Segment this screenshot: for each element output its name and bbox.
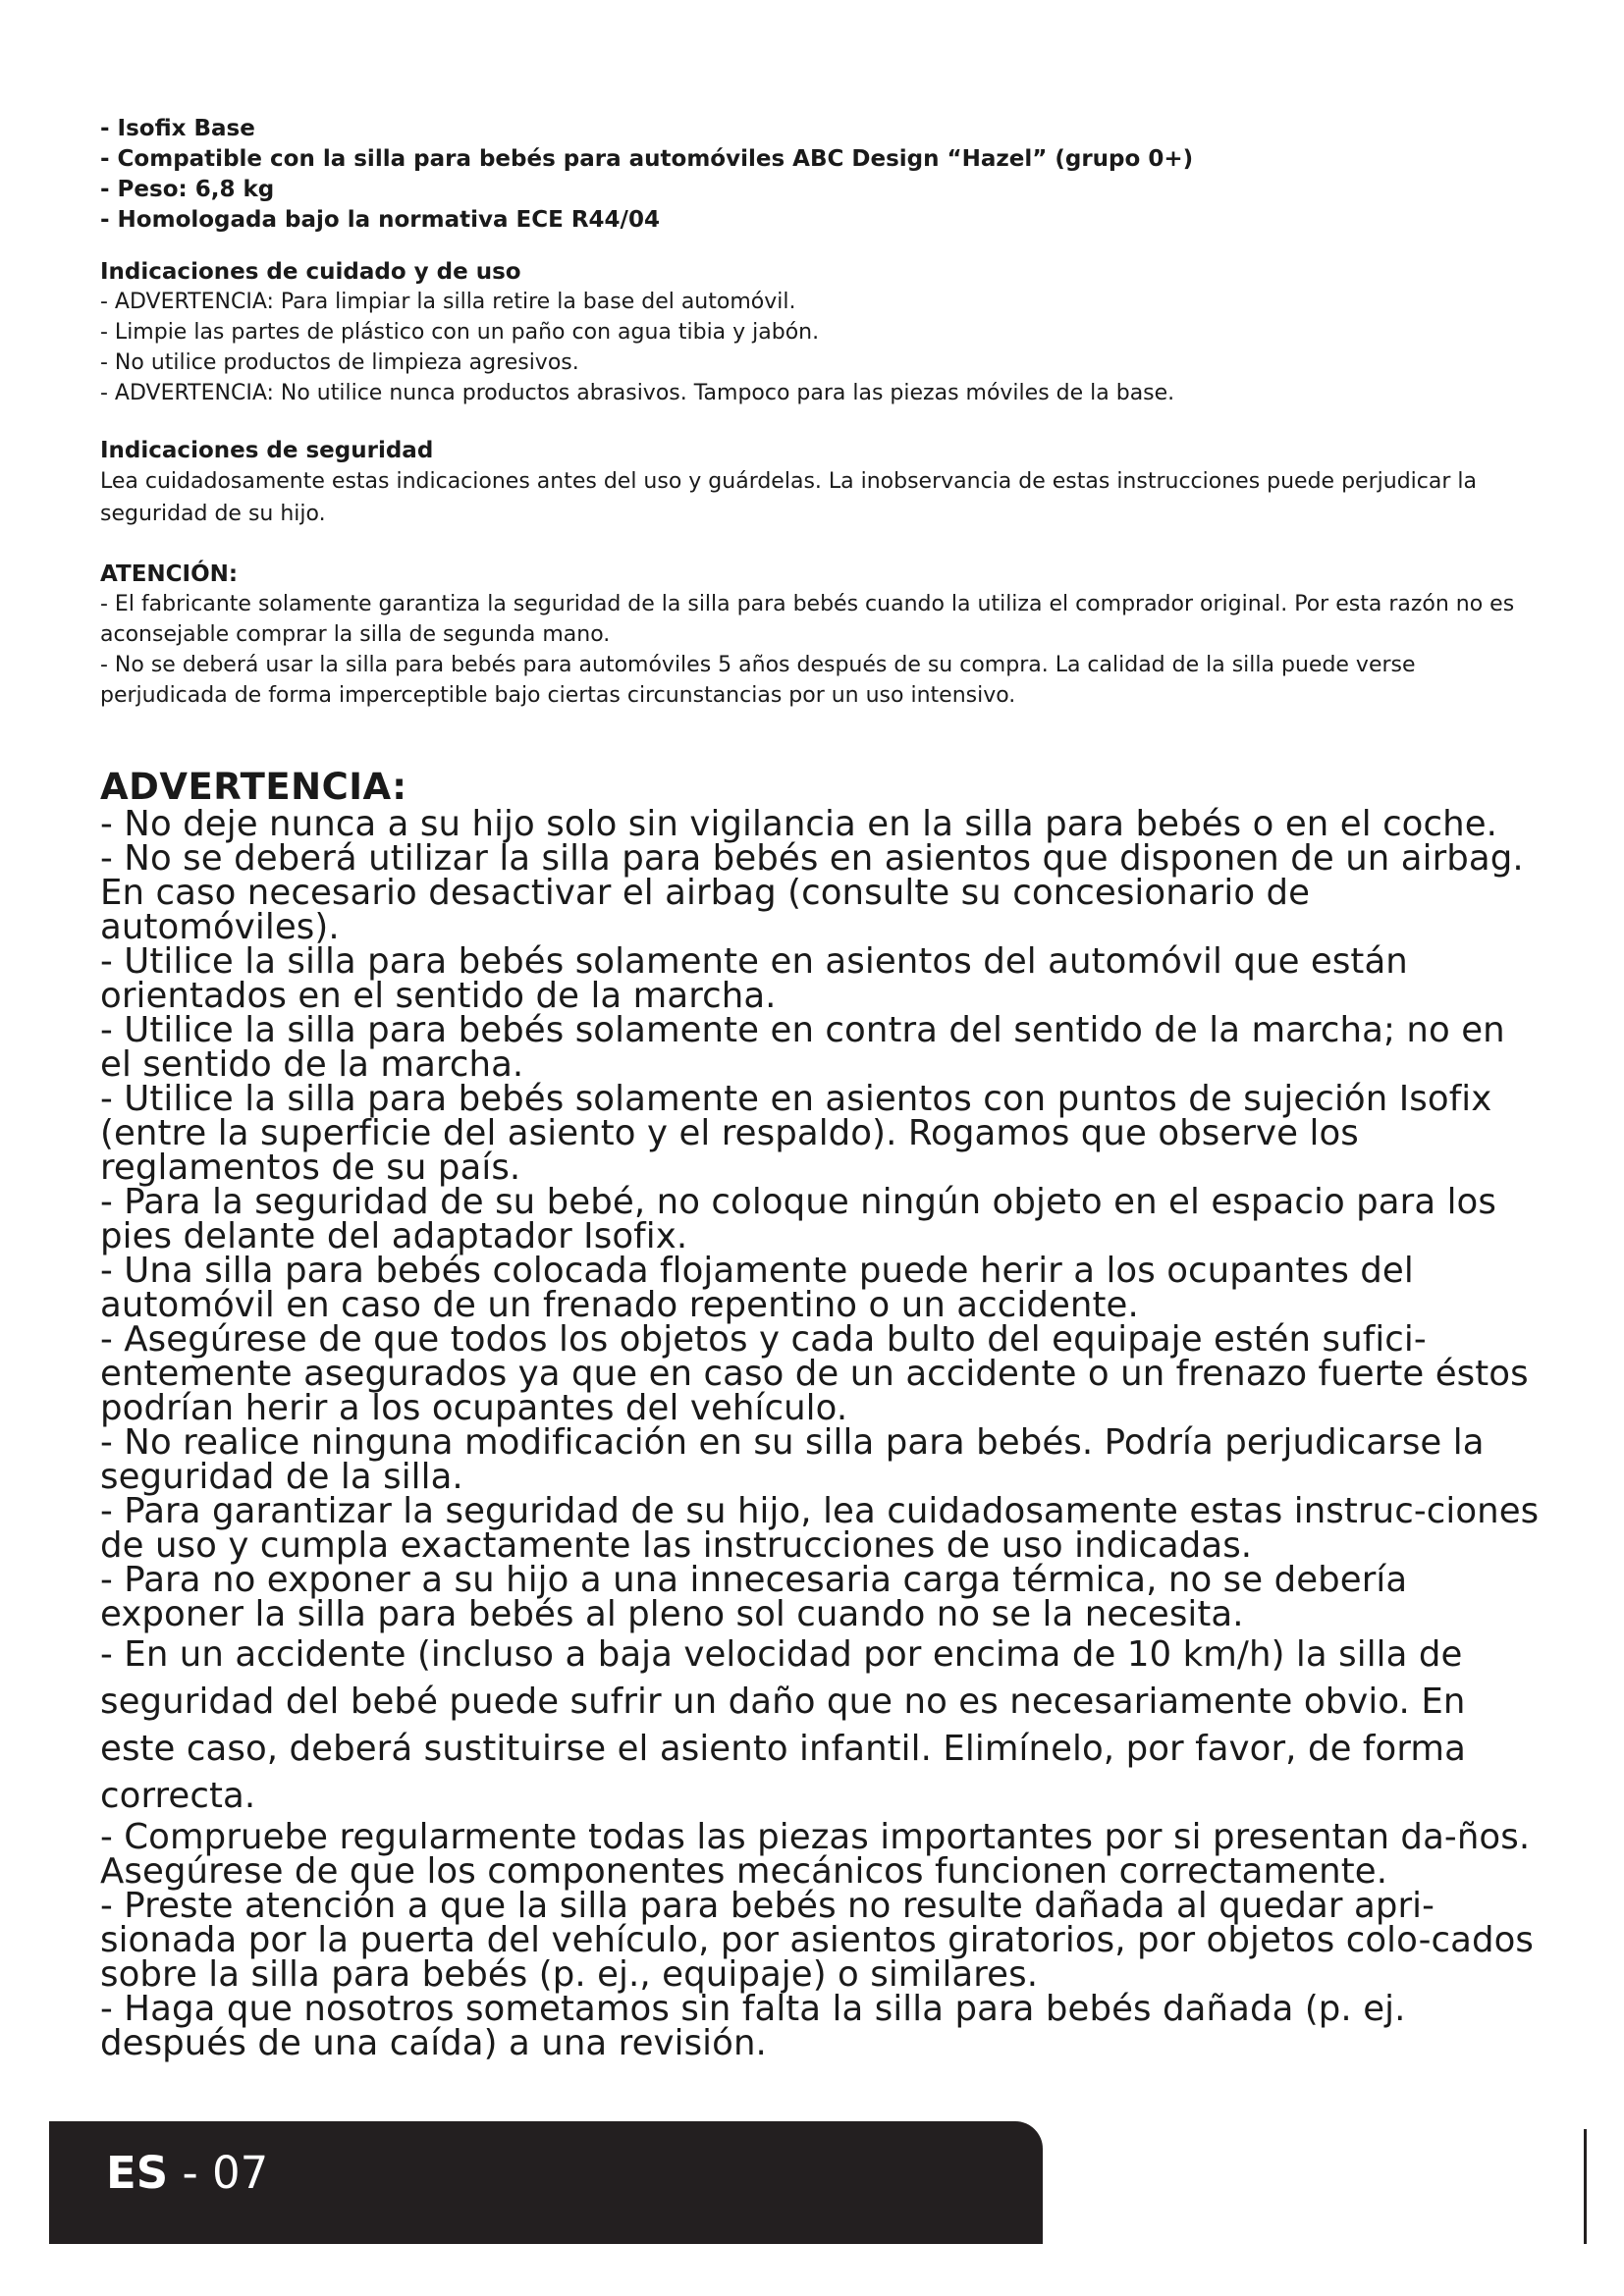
page-number-value: 07 <box>212 2147 269 2199</box>
warning-item: - Asegúrese de que todos los objetos y cada bulto del equipaje estén sufici-entemente asegurados ya que en caso de un accidente o un frenazo fuerte éstos podrían herir a los ocupantes del vehículo. <box>100 1319 1529 1428</box>
warning-item: - No deje nunca a su hijo solo sin vigilancia en la silla para bebés o en el coche. <box>100 804 1498 844</box>
product-specs <box>100 114 1543 236</box>
safety-section <box>100 436 1543 530</box>
care-heading: Indicaciones de cuidado y de uso <box>100 259 521 285</box>
warning-item: - En un accidente (incluso a baja velocidad por encima de 10 km/h) la silla de seguridad del bebé puede sufrir un daño que no es necesariamente obvio. En este caso, deberá sustituirse el asiento infantil. Elimínelo, por favor, de forma correcta. <box>100 1634 1466 1816</box>
care-section <box>100 257 1543 408</box>
footer-bar <box>49 2121 1043 2244</box>
safety-heading: Indicaciones de seguridad <box>100 438 434 463</box>
warning-item: - Una silla para bebés colocada flojamente puede herir a los ocupantes del automóvil en caso de un frenado repentino o un accidente. <box>100 1251 1414 1325</box>
care-item: - ADVERTENCIA: No utilice nunca productos abrasivos. Tampoco para las piezas móviles de la base. <box>100 381 1175 405</box>
spec-line: - Isofix Base <box>100 116 255 141</box>
attention-section <box>100 560 1543 711</box>
care-item: - No utilice productos de limpieza agresivos. <box>100 350 579 375</box>
attention-heading: ATENCIÓN: <box>100 561 239 587</box>
warning-item: - Utilice la silla para bebés solamente en contra del sentido de la marcha; no en el sentido de la marcha. <box>100 1010 1505 1085</box>
warning-item: - No realice ninguna modificación en su silla para bebés. Podría perjudicarse la seguridad de la silla. <box>100 1422 1485 1497</box>
language-code: ES <box>106 2147 169 2199</box>
warning-heading: ADVERTENCIA: <box>100 766 407 808</box>
warning-item: - Preste atención a que la silla para bebés no resulte dañada al quedar apri-sionada por la puerta del vehículo, por asientos giratorios, por objetos colo-cados sobre la silla para bebés (p. ej., equipaje) o similares. <box>100 1886 1535 1995</box>
care-item: - Limpie las partes de plástico con un paño con agua tibia y jabón. <box>100 320 820 345</box>
document-page <box>100 114 1543 2063</box>
warning-item: - Para no exponer a su hijo a una innecesaria carga térmica, no se debería exponer la silla para bebés al pleno sol cuando no se la necesita. <box>100 1560 1408 1634</box>
warning-item: - Utilice la silla para bebés solamente en asientos con puntos de sujeción Isofix (entre la superficie del asiento y el respaldo). Rogamos que observe los reglamentos de su país. <box>100 1079 1492 1188</box>
care-item: - ADVERTENCIA: Para limpiar la silla retire la base del automóvil. <box>100 290 796 314</box>
page-number <box>106 2149 268 2198</box>
page-separator: - <box>168 2147 213 2199</box>
attention-item: - No se deberá usar la silla para bebés para automóviles 5 años después de su compra. La calidad de la silla puede verse perjudicada de forma imperceptible bajo ciertas circunstancias por un uso intensivo. <box>100 653 1416 708</box>
warning-item: - No se deberá utilizar la silla para bebés en asientos que disponen de un airbag. En caso necesario desactivar el airbag (consulte su concesionario de automóviles). <box>100 838 1524 947</box>
spec-line: - Peso: 6,8 kg <box>100 177 275 202</box>
margin-rule <box>1584 2129 1587 2244</box>
spec-line: - Compatible con la silla para bebés para automóviles ABC Design “Hazel” (grupo 0+) <box>100 146 1194 172</box>
warning-list <box>100 804 1543 2063</box>
safety-paragraph: Lea cuidadosamente estas indicaciones antes del uso y guárdelas. La inobservancia de estas instrucciones puede perjudicar la seguridad de su hijo. <box>100 469 1477 526</box>
warning-item: - Utilice la silla para bebés solamente en asientos del automóvil que están orientados en el sentido de la marcha. <box>100 941 1408 1016</box>
warning-item: - Compruebe regularmente todas las piezas importantes por si presentan da-ños. Asegúrese de que los componentes mecánicos funcionen correctamente. <box>100 1817 1531 1892</box>
warning-item: - Para la seguridad de su bebé, no coloque ningún objeto en el espacio para los pies delante del adaptador Isofix. <box>100 1182 1496 1256</box>
warning-item: - Para garantizar la seguridad de su hijo, lea cuidadosamente estas instruc-ciones de uso y cumpla exactamente las instrucciones de uso indicadas. <box>100 1491 1540 1566</box>
attention-item: - El fabricante solamente garantiza la seguridad de la silla para bebés cuando la utiliza el comprador original. Por esta razón no es aconsejable comprar la silla de segunda mano. <box>100 592 1515 647</box>
warning-item: - Haga que nosotros sometamos sin falta la silla para bebés dañada (p. ej. después de una caída) a una revisión. <box>100 1989 1406 2063</box>
spec-line: - Homologada bajo la normativa ECE R44/04 <box>100 207 660 233</box>
